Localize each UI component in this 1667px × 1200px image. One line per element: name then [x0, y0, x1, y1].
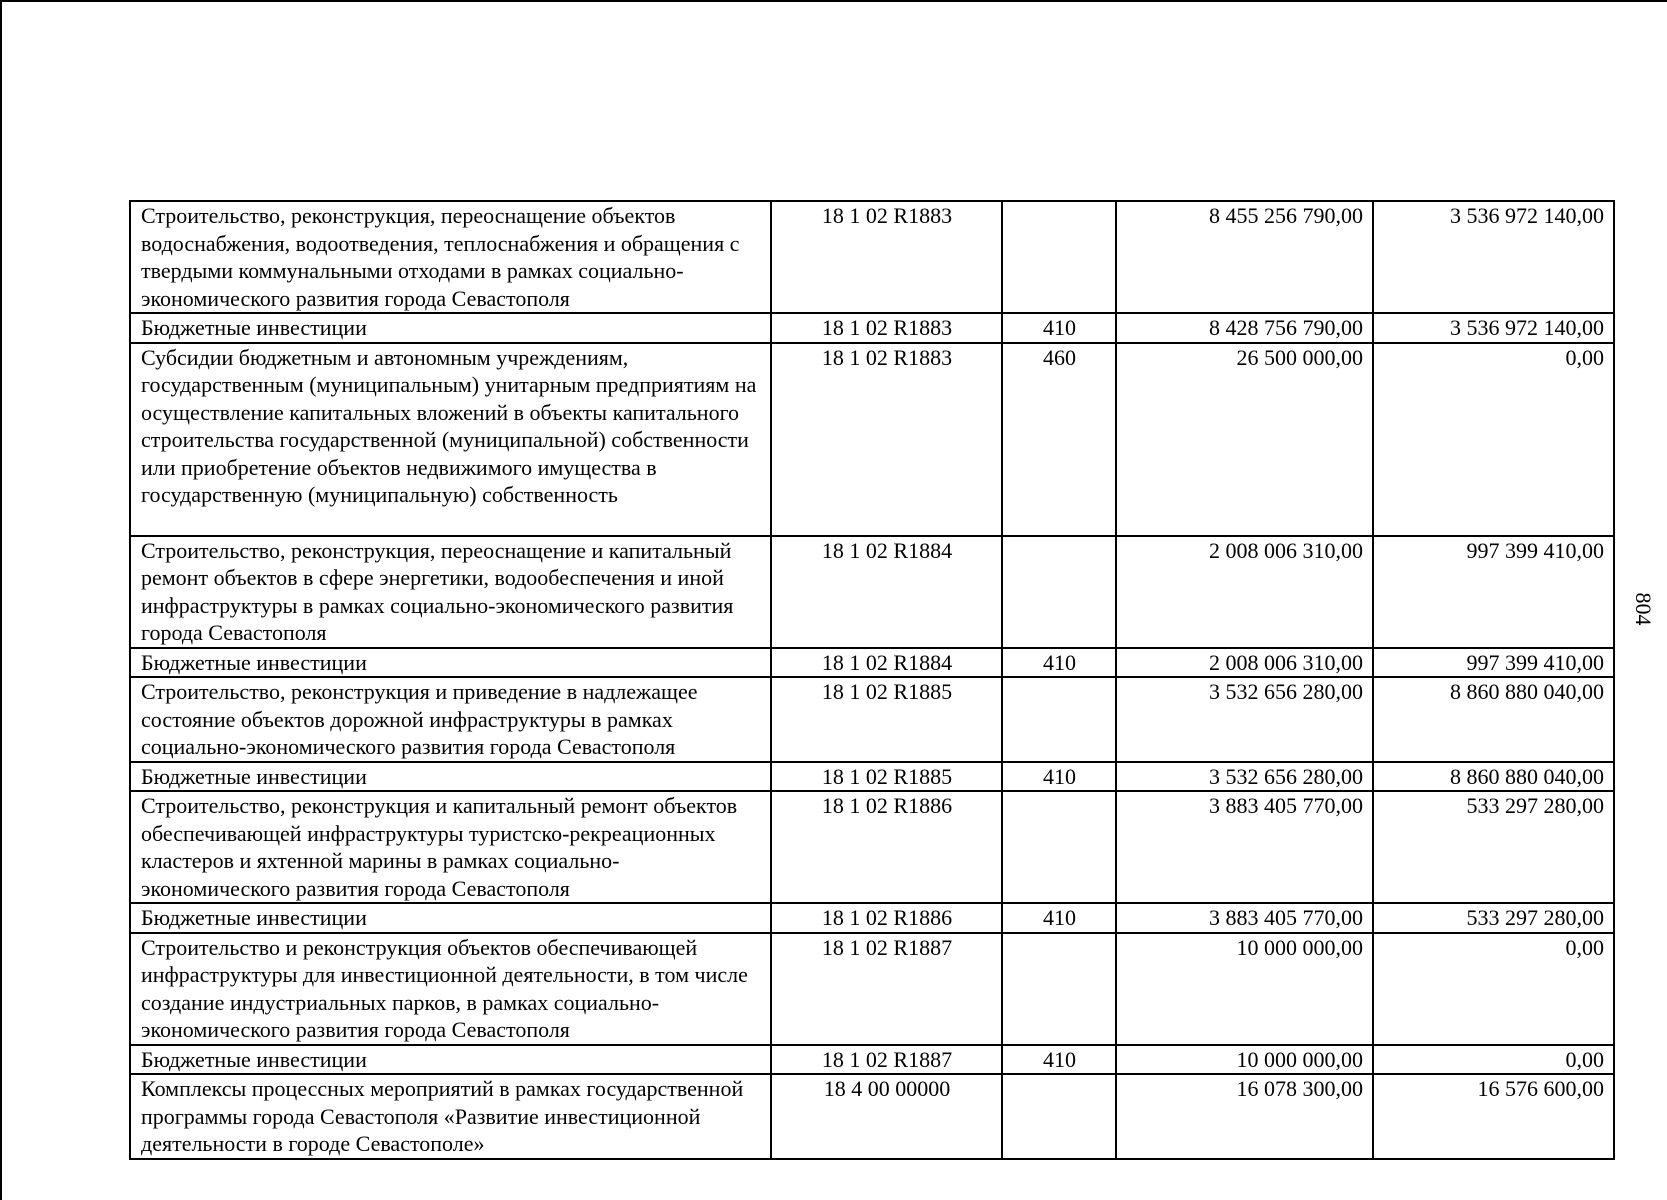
row-value-1: 3 532 656 280,00 [1116, 762, 1373, 792]
row-code: 18 1 02 R1886 [771, 791, 1002, 903]
row-value-1: 16 078 300,00 [1116, 1074, 1373, 1159]
row-value-2: 533 297 280,00 [1373, 791, 1614, 903]
row-type [1002, 791, 1116, 903]
row-type [1002, 1074, 1116, 1159]
row-value-1: 3 883 405 770,00 [1116, 903, 1373, 933]
row-type [1002, 933, 1116, 1045]
row-name: Бюджетные инвестиции [130, 648, 771, 678]
row-value-2: 997 399 410,00 [1373, 648, 1614, 678]
row-type: 460 [1002, 343, 1116, 536]
row-name: Строительство, реконструкция и приведение в надлежащее состояние объектов дорожной инфраструктуры в рамках социально-экономического развития города Севастополя [130, 677, 771, 762]
row-value-2: 8 860 880 040,00 [1373, 677, 1614, 762]
row-name: Бюджетные инвестиции [130, 313, 771, 343]
row-code: 18 1 02 R1883 [771, 313, 1002, 343]
row-name: Бюджетные инвестиции [130, 762, 771, 792]
table-row [130, 1045, 1614, 1075]
table-row [130, 201, 1614, 313]
row-type: 410 [1002, 648, 1116, 678]
row-type: 410 [1002, 1045, 1116, 1075]
row-name: Строительство, реконструкция и капитальный ремонт объектов обеспечивающей инфраструктуры туристско-рекреационных кластеров и яхтенной марины в рамках социально-экономического развития города Севастополя [130, 791, 771, 903]
row-name: Субсидии бюджетным и автономным учреждениям, государственным (муниципальным) унитарным предприятиям на осуществление капитальных вложений в объекты капитального строительства государственной (муниципальной) собственности или приобретение объектов недвижимого имущества в государственную (муниципальную) собственность [130, 343, 771, 536]
row-type [1002, 201, 1116, 313]
row-code: 18 4 00 00000 [771, 1074, 1002, 1159]
row-value-2: 0,00 [1373, 1045, 1614, 1075]
table-row [130, 762, 1614, 792]
table-row [130, 313, 1614, 343]
page-number: 804 [1631, 592, 1656, 626]
row-code: 18 1 02 R1884 [771, 536, 1002, 648]
row-value-1: 10 000 000,00 [1116, 1045, 1373, 1075]
row-value-2: 533 297 280,00 [1373, 903, 1614, 933]
table-row [130, 677, 1614, 762]
row-value-1: 10 000 000,00 [1116, 933, 1373, 1045]
row-value-2: 16 576 600,00 [1373, 1074, 1614, 1159]
row-value-1: 2 008 006 310,00 [1116, 536, 1373, 648]
row-code: 18 1 02 R1886 [771, 903, 1002, 933]
row-code: 18 1 02 R1884 [771, 648, 1002, 678]
row-name: Комплексы процессных мероприятий в рамках государственной программы города Севастополя «Развитие инвестиционной деятельности в городе Севастополе» [130, 1074, 771, 1159]
row-type [1002, 536, 1116, 648]
row-value-2: 3 536 972 140,00 [1373, 313, 1614, 343]
table-row [130, 933, 1614, 1045]
row-code: 18 1 02 R1887 [771, 933, 1002, 1045]
row-code: 18 1 02 R1883 [771, 201, 1002, 313]
table-row [130, 1074, 1614, 1159]
row-code: 18 1 02 R1885 [771, 677, 1002, 762]
row-code: 18 1 02 R1883 [771, 343, 1002, 536]
table-row [130, 648, 1614, 678]
row-type [1002, 677, 1116, 762]
row-value-1: 2 008 006 310,00 [1116, 648, 1373, 678]
row-name: Бюджетные инвестиции [130, 1045, 771, 1075]
row-type: 410 [1002, 762, 1116, 792]
row-value-1: 3 532 656 280,00 [1116, 677, 1373, 762]
table-row [130, 791, 1614, 903]
row-value-1: 8 455 256 790,00 [1116, 201, 1373, 313]
row-name: Строительство, реконструкция, переоснащение объектов водоснабжения, водоотведения, теплоснабжения и обращения с твердыми коммунальными отходами в рамках социально-экономического развития города Севастополя [130, 201, 771, 313]
row-type: 410 [1002, 903, 1116, 933]
row-name: Бюджетные инвестиции [130, 903, 771, 933]
row-code: 18 1 02 R1887 [771, 1045, 1002, 1075]
table-row [130, 536, 1614, 648]
row-type: 410 [1002, 313, 1116, 343]
row-name: Строительство, реконструкция, переоснащение и капитальный ремонт объектов в сфере энергетики, водообеспечения и иной инфраструктуры в рамках социально-экономического развития города Севастополя [130, 536, 771, 648]
row-name: Строительство и реконструкция объектов обеспечивающей инфраструктуры для инвестиционной деятельности, в том числе создание индустриальных парков, в рамках социально-экономического развития города Севастополя [130, 933, 771, 1045]
row-value-2: 997 399 410,00 [1373, 536, 1614, 648]
row-value-2: 0,00 [1373, 933, 1614, 1045]
row-value-1: 8 428 756 790,00 [1116, 313, 1373, 343]
row-value-1: 26 500 000,00 [1116, 343, 1373, 536]
table-row [130, 903, 1614, 933]
row-code: 18 1 02 R1885 [771, 762, 1002, 792]
table-row [130, 343, 1614, 536]
row-value-2: 3 536 972 140,00 [1373, 201, 1614, 313]
row-value-1: 3 883 405 770,00 [1116, 791, 1373, 903]
budget-table [129, 200, 1615, 1160]
row-value-2: 8 860 880 040,00 [1373, 762, 1614, 792]
row-value-2: 0,00 [1373, 343, 1614, 536]
